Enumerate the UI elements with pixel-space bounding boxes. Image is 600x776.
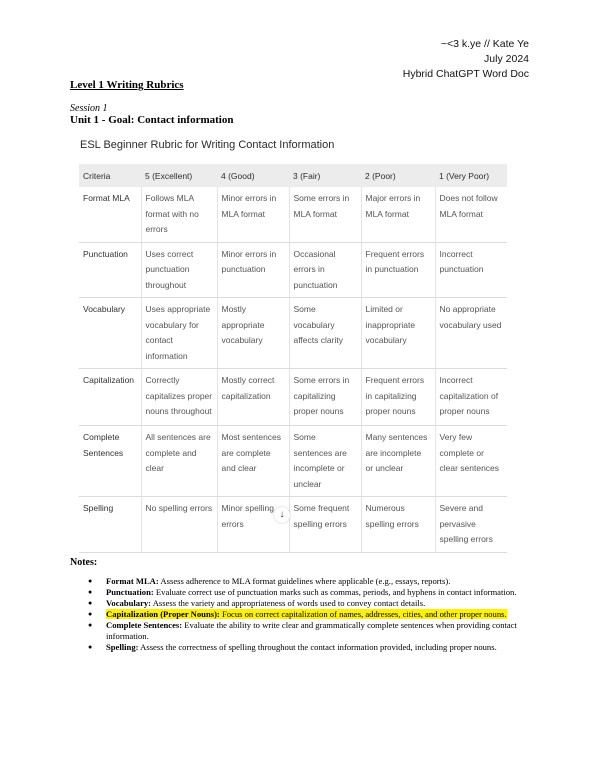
col-fair: 3 (Fair) bbox=[289, 164, 361, 187]
table-row bbox=[79, 369, 507, 426]
table-cell: Incorrect punctuation bbox=[435, 242, 507, 298]
table-cell: Severe and pervasive spelling errors bbox=[435, 497, 507, 553]
table-cell: Many sentences are incomplete or unclear bbox=[361, 426, 435, 497]
table-cell: Correctly capitalizes proper nouns throughout bbox=[141, 369, 217, 426]
note-label: Capitalization (Proper Nouns): bbox=[106, 609, 220, 620]
table-cell: No appropriate vocabulary used bbox=[435, 298, 507, 369]
document-header bbox=[403, 37, 529, 82]
table-cell: Most sentences are complete and clear bbox=[217, 426, 289, 497]
note-label: Complete Sentences: bbox=[106, 620, 183, 631]
table-row bbox=[79, 187, 507, 242]
table-cell: Occasional errors in punctuation bbox=[289, 242, 361, 298]
col-very-poor: 1 (Very Poor) bbox=[435, 164, 507, 187]
unit-heading: Unit 1 - Goal: Contact information bbox=[70, 114, 234, 126]
table-cell: Some errors in capitalizing proper nouns bbox=[289, 369, 361, 426]
table-cell: Major errors in MLA format bbox=[361, 187, 435, 242]
note-text: Assess the variety and appropriateness of words used to convey contact details. bbox=[151, 598, 426, 609]
list-item bbox=[86, 642, 531, 653]
page-title: Level 1 Writing Rubrics bbox=[70, 79, 184, 91]
note-text: Evaluate the ability to write clear and grammatically complete sentences when providing contact information. bbox=[106, 620, 517, 641]
table-row bbox=[79, 298, 507, 369]
note-label: Spelling: bbox=[106, 642, 139, 653]
criteria-cell: Capitalization bbox=[79, 369, 141, 426]
criteria-cell: Spelling bbox=[79, 497, 141, 553]
note-label: Format MLA: bbox=[106, 576, 159, 586]
table-cell: Some errors in MLA format bbox=[289, 187, 361, 242]
table-cell: Numerous spelling errors bbox=[361, 497, 435, 553]
table-cell: Uses correct punctuation throughout bbox=[141, 242, 217, 298]
table-cell: Some vocabulary affects clarity bbox=[289, 298, 361, 369]
table-cell: Uses appropriate vocabulary for contact information bbox=[141, 298, 217, 369]
criteria-cell: Punctuation bbox=[79, 242, 141, 298]
table-cell: Minor errors in punctuation bbox=[217, 242, 289, 298]
col-criteria: Criteria bbox=[79, 164, 141, 187]
rubric-heading: ESL Beginner Rubric for Writing Contact Information bbox=[80, 139, 335, 151]
note-label: Vocabulary: bbox=[106, 598, 152, 609]
col-poor: 2 (Poor) bbox=[361, 164, 435, 187]
table-cell: No spelling errors bbox=[141, 497, 217, 553]
criteria-cell: Vocabulary bbox=[79, 298, 141, 369]
rubric-header-row bbox=[79, 164, 507, 187]
note-label: Punctuation: bbox=[106, 587, 154, 598]
table-row bbox=[79, 426, 507, 497]
table-row bbox=[79, 497, 507, 553]
table-cell: Some frequent spelling errors bbox=[289, 497, 361, 553]
list-item bbox=[86, 609, 531, 620]
table-cell: Some sentences are incomplete or unclear bbox=[289, 426, 361, 497]
date-line: July 2024 bbox=[484, 53, 529, 65]
table-cell: Mostly appropriate vocabulary bbox=[217, 298, 289, 369]
note-text: Focus on correct capitalization of names, addresses, cities, and other proper nouns. bbox=[219, 609, 507, 620]
table-cell: Frequent errors in punctuation bbox=[361, 242, 435, 298]
rubric-screenshot bbox=[70, 133, 528, 544]
notes-list bbox=[86, 576, 531, 653]
table-cell: Limited or inappropriate vocabulary bbox=[361, 298, 435, 369]
list-item bbox=[86, 587, 531, 598]
table-row bbox=[79, 242, 507, 298]
table-cell: Incorrect capitalization of proper nouns bbox=[435, 369, 507, 426]
criteria-cell: Format MLA bbox=[79, 187, 141, 242]
criteria-cell: Complete Sentences bbox=[79, 426, 141, 497]
author-line: ~<3 k.ye // Kate Ye bbox=[440, 38, 529, 50]
scroll-down-icon[interactable]: ↓ bbox=[274, 507, 290, 523]
table-cell: Frequent errors in capitalizing proper nouns bbox=[361, 369, 435, 426]
rubric-table bbox=[79, 164, 507, 553]
col-good: 4 (Good) bbox=[217, 164, 289, 187]
table-cell: All sentences are complete and clear bbox=[141, 426, 217, 497]
table-cell: Follows MLA format with no errors bbox=[141, 187, 217, 242]
table-cell: Minor spelling errors bbox=[217, 497, 289, 553]
note-text: Evaluate correct use of punctuation marks such as commas, periods, and hyphens in contact information. bbox=[153, 587, 517, 598]
note-text: Assess the correctness of spelling throughout the contact information provided, including proper nouns. bbox=[138, 642, 497, 653]
note-text: Assess adherence to MLA format guidelines where applicable (e.g., essays, reports). bbox=[158, 576, 451, 586]
table-cell: Does not follow MLA format bbox=[435, 187, 507, 242]
list-item bbox=[86, 576, 531, 587]
list-item bbox=[86, 598, 531, 609]
doc-type-line: Hybrid ChatGPT Word Doc bbox=[402, 68, 529, 80]
table-cell: Mostly correct capitalization bbox=[217, 369, 289, 426]
notes-label: Notes: bbox=[70, 557, 98, 568]
table-cell: Minor errors in MLA format bbox=[217, 187, 289, 242]
session-label: Session 1 bbox=[70, 103, 108, 114]
list-item bbox=[86, 620, 531, 641]
col-excellent: 5 (Excellent) bbox=[141, 164, 217, 187]
table-cell: Very few complete or clear sentences bbox=[435, 426, 507, 497]
